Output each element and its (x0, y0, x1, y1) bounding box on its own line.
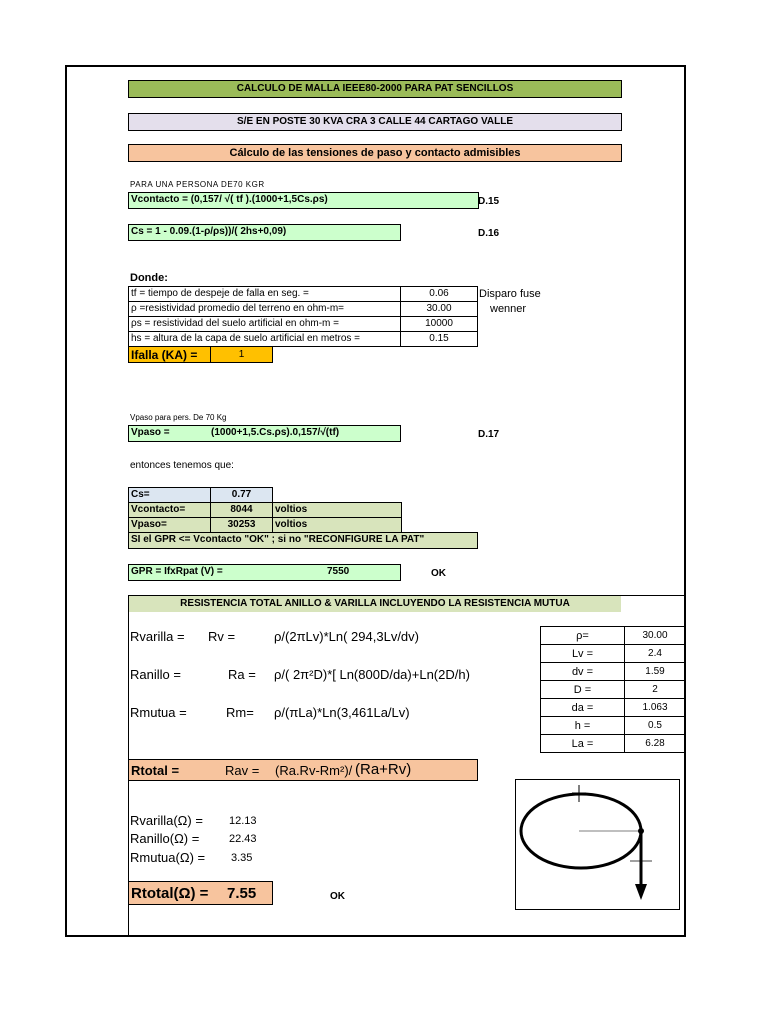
rav-formula-a: (Ra.Rv-Rm²)/ (275, 763, 353, 778)
param-value: 1.59 (625, 663, 686, 681)
param-desc-rhos: ρs = resistividad del suelo artificial en ohm-m = (128, 316, 401, 332)
rtotal-label: Rtotal = (131, 763, 180, 778)
param-value: 2 (625, 681, 686, 699)
vpaso-formula-label: Vpaso = (131, 427, 170, 438)
donde-label: Donde: (130, 272, 168, 284)
ra-label: Ra = (228, 667, 256, 682)
gpr-status: OK (431, 568, 446, 579)
param-value-rhos: 10000 (400, 316, 478, 332)
out-rtotal-value: 7.55 (227, 885, 257, 902)
param-label: Lv = (541, 645, 625, 663)
param-desc-rho: ρ =resistividad promedio del terreno en ohm-m= (128, 301, 401, 317)
param-label: D = (541, 681, 625, 699)
vcontacto-result-label: Vcontacto= (128, 502, 211, 518)
ra-formula: ρ/( 2π²D)*[ Ln(800D/da)+Ln(2D/h) (274, 667, 470, 682)
gpr-box (128, 564, 401, 581)
gpr-condition-note: SI el GPR <= Vcontacto "OK" ; si no "RECONFIGURE LA PAT" (128, 532, 478, 549)
out-rtotal-label: Rtotal(Ω) = (131, 885, 209, 902)
rm-label: Rm= (226, 705, 254, 720)
param-value-rho: 30.00 (400, 301, 478, 317)
out-ranillo-label: Ranillo(Ω) = (130, 831, 200, 846)
rm-formula: ρ/(πLa)*Ln(3,461La/Lv) (274, 705, 410, 720)
param-row (541, 717, 686, 735)
param-note-tf: Disparo fuse (479, 288, 541, 300)
param-label: da = (541, 699, 625, 717)
param-desc-hs: hs = altura de la capa de suelo artificial en metros = (128, 331, 401, 347)
vcontacto-unit: voltios (272, 502, 402, 518)
ring-rod-svg (516, 780, 679, 909)
title-bar: CALCULO DE MALLA IEEE80-2000 PARA PAT SENCILLOS (128, 80, 622, 98)
param-value: 1.063 (625, 699, 686, 717)
param-value: 30.00 (625, 627, 686, 645)
param-desc-tf: tf = tiempo de despeje de falla en seg. = (128, 286, 401, 302)
out-rmutua-label: Rmutua(Ω) = (130, 850, 206, 865)
param-value: 6.28 (625, 735, 686, 753)
ifalla-label: Ifalla (KA) = (128, 346, 211, 363)
vcontacto-result-value: 8044 (210, 502, 273, 518)
cs-formula: Cs = 1 - 0.09.(1-ρ/ρs))/( 2hs+0,09) (128, 224, 401, 241)
rav-formula-b: (Ra+Rv) (355, 761, 412, 778)
vpaso-formula-box (128, 425, 401, 442)
out-ranillo-value: 22.43 (229, 833, 257, 845)
ref-d15: D.15 (478, 196, 500, 207)
rtotal-result-box (128, 881, 273, 905)
resistance-title: RESISTENCIA TOTAL ANILLO & VARILLA INCLUYENDO LA RESISTENCIA MUTUA (129, 596, 621, 612)
rv-label: Rv = (208, 629, 236, 644)
ring-rod-diagram (515, 779, 680, 910)
param-label: h = (541, 717, 625, 735)
out-rvarilla-label: Rvarilla(Ω) = (130, 813, 203, 828)
param-value: 0.5 (625, 717, 686, 735)
ranillo-label: Ranillo = (130, 667, 181, 682)
param-value-hs: 0.15 (400, 331, 478, 347)
rv-formula: ρ/(2πLv)*Ln( 294,3Lv/dv) (274, 629, 419, 644)
ref-d17: D.17 (478, 429, 500, 440)
vcontacto-formula: Vcontacto = (0,157/ √( tf ).(1000+1,5Cs.ρs) (128, 192, 479, 209)
param-label: ρ= (541, 627, 625, 645)
rvarilla-label: Rvarilla = (130, 629, 185, 644)
ifalla-value: 1 (210, 346, 273, 363)
contact-note: PARA UNA PERSONA DE70 KGR (130, 180, 265, 189)
param-value-tf: 0.06 (400, 286, 478, 302)
cs-result-label: Cs= (128, 487, 211, 503)
rmutua-label: Rmutua = (130, 705, 187, 720)
param-label: dv = (541, 663, 625, 681)
param-row (541, 681, 686, 699)
param-note-rho: wenner (490, 303, 527, 315)
parameters-table (540, 626, 686, 753)
param-row (541, 645, 686, 663)
vpaso-result-label: Vpaso= (128, 517, 211, 533)
paso-note: Vpaso para pers. De 70 Kg (130, 413, 227, 422)
vpaso-unit: voltios (272, 517, 402, 533)
out-status: OK (330, 891, 345, 902)
section-bar: Cálculo de las tensiones de paso y contacto admisibles (128, 144, 622, 162)
param-row (541, 663, 686, 681)
vpaso-result-value: 30253 (210, 517, 273, 533)
param-row (541, 699, 686, 717)
rod-arrow-icon (635, 884, 647, 900)
cs-result-value: 0.77 (210, 487, 273, 503)
gpr-label: GPR = IfxRpat (V) = (131, 566, 223, 577)
subtitle-bar: S/E EN POSTE 30 KVA CRA 3 CALLE 44 CARTAGO VALLE (128, 113, 622, 131)
out-rmutua-value: 3.35 (231, 852, 253, 864)
param-row (541, 627, 686, 645)
param-row (541, 735, 686, 753)
rtotal-box (128, 759, 478, 781)
rav-label: Rav = (225, 763, 260, 778)
vpaso-formula: (1000+1,5.Cs.ρs).0,157/√(tf) (211, 427, 340, 438)
gpr-value: 7550 (327, 566, 350, 577)
param-label: La = (541, 735, 625, 753)
entonces-text: entonces tenemos que: (130, 460, 234, 471)
out-rvarilla-value: 12.13 (229, 815, 257, 827)
ref-d16: D.16 (478, 228, 500, 239)
param-value: 2.4 (625, 645, 686, 663)
